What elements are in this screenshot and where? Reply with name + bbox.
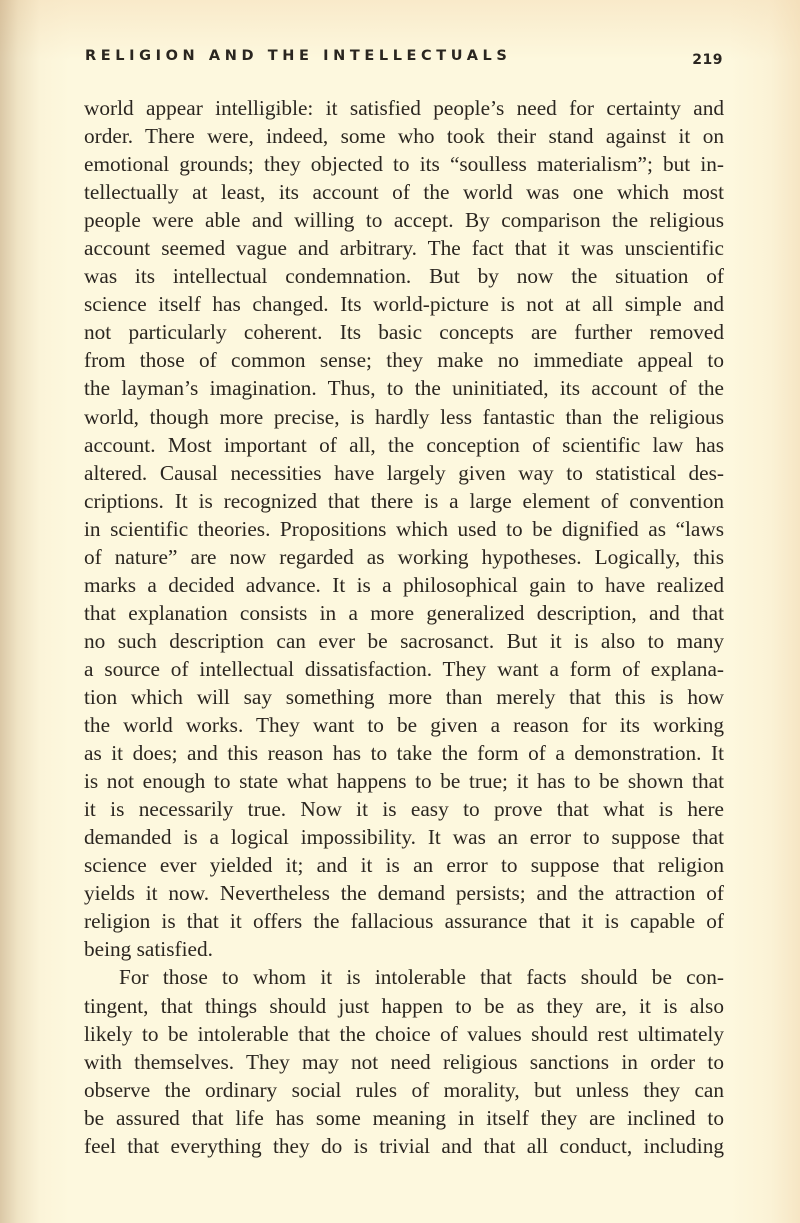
text-line: yields it now. Nevertheless the demand persists; and the attraction of: [84, 881, 724, 906]
text-line: likely to be intolerable that the choice of values should rest ultimately: [84, 1021, 724, 1046]
text-line: demanded is a logical impossibility. It was an error to suppose that: [84, 825, 724, 850]
text-line: emotional grounds; they objected to its “soulless materialism”; but in-: [84, 152, 724, 177]
text-line: from those of common sense; they make no immediate appeal to: [84, 348, 724, 373]
text-line: people were able and willing to accept. By comparison the religious: [84, 208, 724, 233]
text-line: marks a decided advance. It is a philosophical gain to have realized: [84, 572, 724, 597]
text-line: not particularly coherent. Its basic concepts are further removed: [84, 320, 724, 345]
paragraph-1: [84, 94, 724, 963]
text-line: science itself has changed. Its world-picture is not at all simple and: [84, 292, 724, 317]
text-line: a source of intellectual dissatisfaction. They want a form of explana-: [84, 656, 724, 681]
text-line: altered. Causal necessities have largely given way to statistical des-: [84, 460, 724, 485]
text-line: in scientific theories. Propositions which used to be dignified as “laws: [84, 516, 724, 541]
text-line: that explanation consists in a more generalized description, and that: [84, 600, 724, 625]
text-line: the world works. They want to be given a reason for its working: [84, 713, 724, 738]
text-line: science ever yielded it; and it is an error to suppose that religion: [84, 853, 724, 878]
text-line: be assured that life has some meaning in itself they are inclined to: [84, 1105, 724, 1130]
text-line: it is necessarily true. Now it is easy to prove that what is here: [84, 797, 724, 822]
text-line: account. Most important of all, the conception of scientific law has: [84, 432, 724, 457]
running-head-title: RELIGION AND THE INTELLECTUALS: [85, 48, 512, 64]
text-line: tellectually at least, its account of the world was one which most: [84, 180, 724, 205]
text-line: religion is that it offers the fallacious assurance that it is capable of: [84, 909, 724, 934]
body-text: [84, 94, 724, 1160]
text-line: was its intellectual condemnation. But by now the situation of: [84, 264, 724, 289]
text-line: world appear intelligible: it satisfied people’s need for certainty and: [84, 96, 724, 120]
text-line: observe the ordinary social rules of morality, but unless they can: [84, 1077, 724, 1102]
page-number: 219: [692, 52, 723, 68]
text-line: is not enough to state what happens to be true; it has to be shown that: [84, 769, 724, 794]
text-line: tion which will say something more than merely that this is how: [84, 684, 724, 709]
text-line: criptions. It is recognized that there is a large element of convention: [84, 488, 724, 513]
text-line: feel that everything they do is trivial and that all conduct, including: [84, 1133, 724, 1158]
text-line: as it does; and this reason has to take the form of a demonstration. It: [84, 741, 724, 766]
text-line: with themselves. They may not need religious sanctions in order to: [84, 1049, 724, 1074]
text-line: For those to whom it is intolerable that facts should be con-: [119, 965, 724, 990]
paragraph-2: [84, 963, 724, 1159]
running-head: [85, 48, 723, 72]
text-line: account seemed vague and arbitrary. The fact that it was unscientific: [84, 236, 724, 261]
text-line: tingent, that things should just happen to be as they are, it is also: [84, 993, 724, 1018]
text-line: order. There were, indeed, some who took their stand against it on: [84, 124, 724, 149]
text-line: world, though more precise, is hardly less fantastic than the religious: [84, 404, 724, 429]
text-line: no such description can ever be sacrosanct. But it is also to many: [84, 628, 724, 653]
text-line: the layman’s imagination. Thus, to the uninitiated, its account of the: [84, 376, 724, 401]
text-line: being satisfied.: [84, 937, 213, 962]
text-line: of nature” are now regarded as working hypotheses. Logically, this: [84, 544, 724, 569]
